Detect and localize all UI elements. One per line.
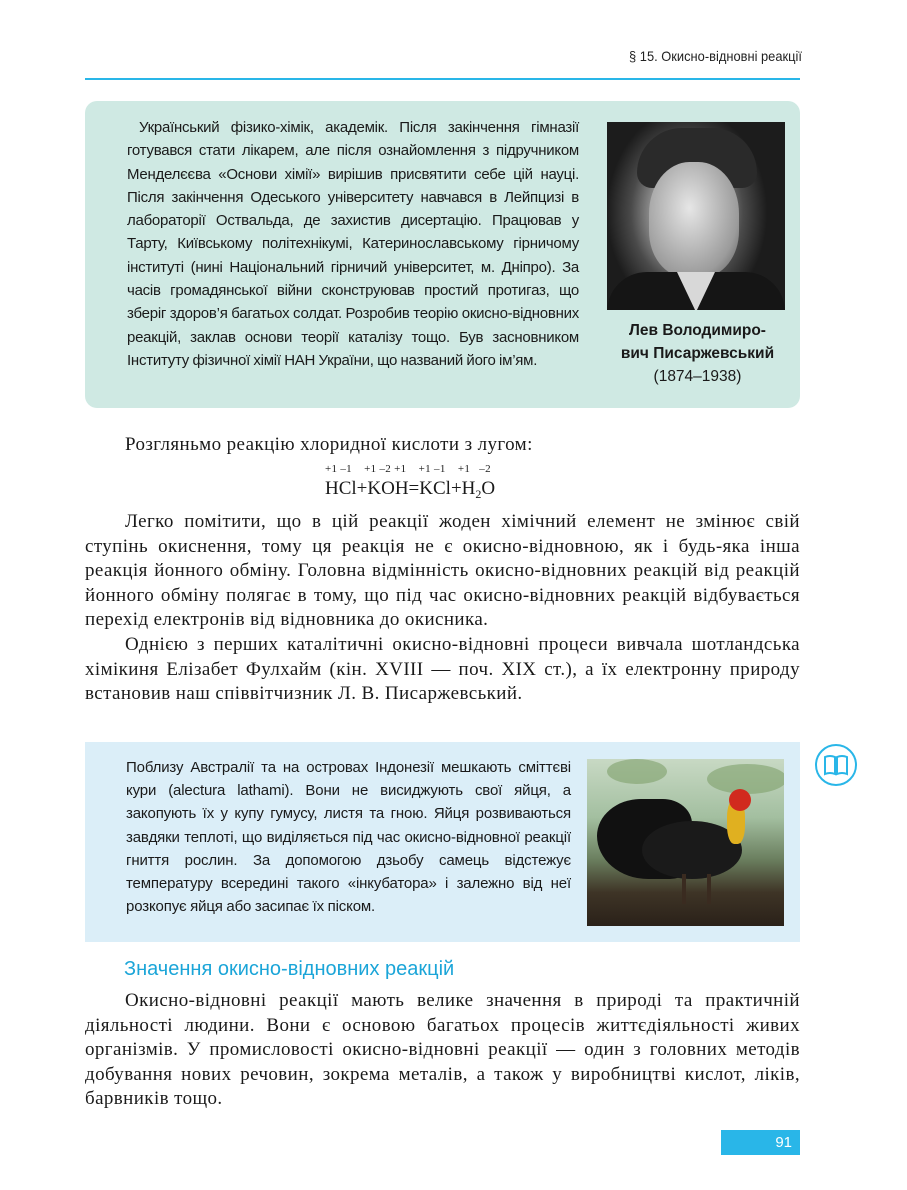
intro-paragraph bbox=[85, 433, 800, 458]
equation-formula bbox=[325, 478, 495, 502]
section-text: Окисно-відновні реакції мають велике значення в природі та практичній діяльності людини. Вони є основою багатьох процесів життєдіяльності живих організмів. У промисловості окисно-відновні реакції — один з головних методів добування нових речовин, зокрема металів, а також у виробництві кислот, ліків, барвників тощо. bbox=[85, 990, 800, 1110]
biography-box bbox=[85, 101, 800, 408]
reaction-equation bbox=[325, 463, 565, 501]
scientist-years: (1874–1938) bbox=[653, 368, 742, 385]
header-rule bbox=[85, 78, 800, 80]
bird-photo bbox=[587, 759, 784, 926]
formula-right: O bbox=[481, 478, 496, 499]
final-paragraph bbox=[85, 989, 800, 1112]
formula-left: HCl+KOH=KCl+H bbox=[325, 478, 476, 499]
paragraph: Однією з перших каталітичні окисно-відновні процеси вивчала шотландська хімікиня Елізабет Фулхайм (кін. XVIII — поч. XIX ст.), а їх електронну природу встановив наш співвітчизник Л. В. Писаржевський. bbox=[85, 633, 800, 705]
scientist-name-line2: вич Писаржевський bbox=[620, 345, 775, 362]
paragraph: Легко помітити, що в цій реакції жоден хімічний елемент не змінює свій ступінь окиснення, тому ця реакція не є окисно-відновною, як і будь-яка інша реакція йонного обміну. Головна відмінність окисно-відновних реакцій від реакцій йонного обміну полягає в тому, що під час окисно-відновних реакцій відбувається перехід електронів від відновника до окисника. bbox=[85, 511, 800, 631]
biography-text: Український фізико-хімік, академік. Після закінчення гімназії готувався стати лікарем, але після ознайомлення з підручником Менделєєва «Основи хімії» вирішив присвятити себе цій науці. Після закінчення Одеського університету навчався в Лейпцизі в лабораторії Оствальда, де захистив дисертацію. Працював у Тарту, Київському політехнікумі, Катеринославському гірничому інституті (нині Національний гірничий університет, м. Дніпро). За часів громадянської війни сконструював простий протигаз, що зберіг здоров’я багатьох солдат. Розробив теорію окисно-відновних реакцій, заклав основи теорії каталізу тощо. Був засновником Інституту фізичної хімії НАН України, що названий його ім’ям. bbox=[127, 119, 579, 369]
section-heading: Значення окисно-відновних реакцій bbox=[124, 958, 455, 980]
portrait-photo bbox=[607, 122, 785, 310]
page-number: 91 bbox=[721, 1130, 800, 1155]
fact-text: Поблизу Австралії та на островах Індонезії мешкають сміттєві кури (alectura lathami). Вони не висиджують свої яйця, а закопують їх у купу гумусу, листя та гною. Яйця розвиваються завдяки теплоті, що виділяється під час окисно-відновної реакції гниття рослин. За допомогою дзьобу самець відстежує температуру всередині такого «інкубатора» і залежно від неї розкопує яйця або засипає їх піском. bbox=[126, 759, 571, 916]
fact-box bbox=[85, 742, 800, 942]
book-icon bbox=[815, 744, 857, 786]
intro-text: Розгляньмо реакцію хлоридної кислоти з лугом: bbox=[125, 434, 533, 455]
scientist-name-line1: Лев Володимиро- bbox=[629, 322, 766, 339]
formula-subscript: 2 bbox=[475, 487, 482, 501]
oxidation-states: +1 –1 +1 –2 +1 +1 –1 +1 –2 bbox=[325, 463, 491, 475]
running-head: § 15. Окисно-відновні реакції bbox=[629, 48, 802, 64]
portrait-caption bbox=[600, 319, 795, 388]
main-paragraphs bbox=[85, 510, 800, 707]
